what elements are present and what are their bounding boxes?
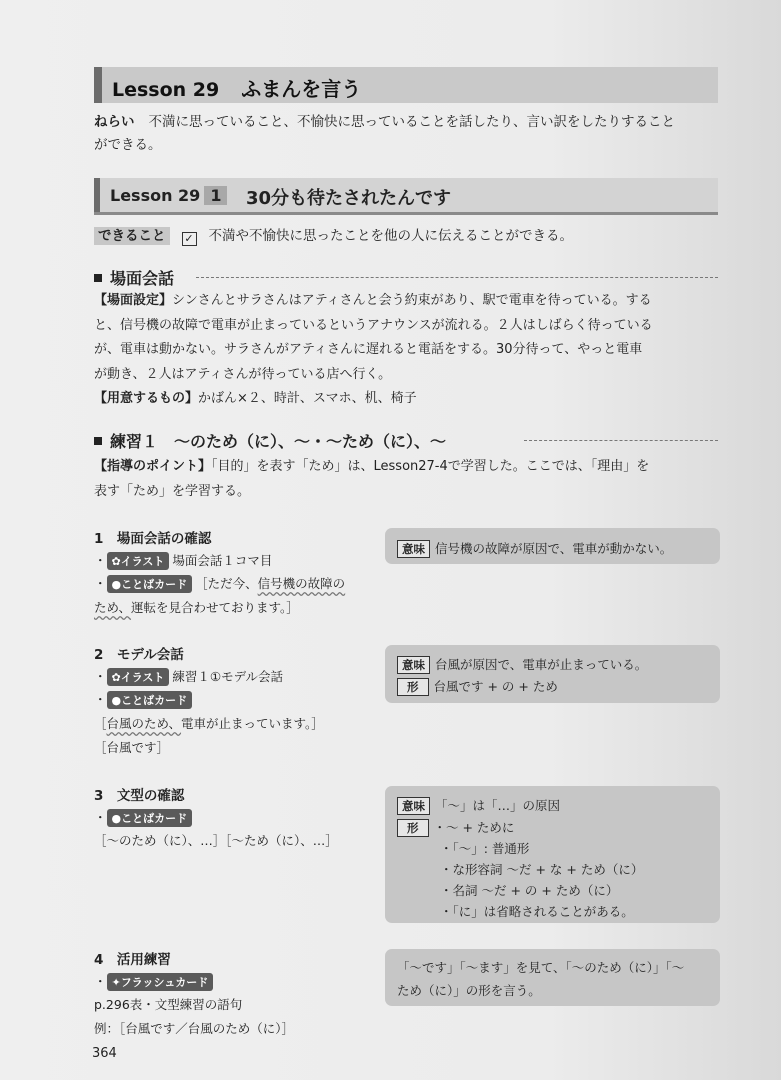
word-card-tag <box>107 575 193 593</box>
item-1-card-line <box>94 574 345 593</box>
point-line-2: 表す「ため」を学習する。 <box>94 483 251 499</box>
form-key: 形 <box>397 678 429 696</box>
scene-setting <box>94 289 720 412</box>
illustration-tag <box>107 668 170 686</box>
illust-text: 場面会話１コマ目 <box>172 553 273 568</box>
setting-line: が動き、２人はアティさんが待っている店へ行く。 <box>94 366 392 382</box>
section-title-scene: 場面会話 <box>110 269 175 288</box>
lesson-number: Lesson 29 <box>112 79 220 101</box>
sub-lesson-bar <box>94 178 718 215</box>
meaning-key: 意味 <box>397 656 430 674</box>
illust-tag-label: イラスト <box>120 555 165 568</box>
item-1-card-cont <box>94 598 299 616</box>
sub-accent <box>94 178 100 212</box>
illust-text: 練習１①モデル会話 <box>172 669 283 684</box>
item-3-heading: 3 文型の確認 <box>94 788 185 804</box>
aim-text-1: 不満に思っていること、不愉快に思っていることを話したり、言い訳をしたりすること <box>148 114 675 130</box>
bullet-dot: ・ <box>94 576 107 591</box>
example-text: ［ <box>94 716 107 731</box>
form-line: ・な形容詞 ～だ + な + ため（に） <box>440 862 644 877</box>
card-tag-label: ことばカード <box>121 694 188 707</box>
can-do-row <box>94 224 720 244</box>
sub-lesson-text: Lesson 29 <box>110 186 201 205</box>
lesson-name: ふまんを言う <box>241 77 362 101</box>
sub-lesson-label <box>110 186 227 205</box>
meaning-key: 意味 <box>397 540 430 558</box>
example-text: 電車が止まっています。］ <box>181 716 324 731</box>
form-line: ・「～」: 普通形 <box>440 841 530 856</box>
item-1-illust-line <box>94 551 272 570</box>
instruction-line-1: 「～です」「～ます」を見て、「～のため（に）」「～ <box>397 960 685 975</box>
checkbox-icon: ✓ <box>182 232 197 246</box>
aim-block <box>94 111 720 157</box>
dashed-rule <box>524 440 718 441</box>
form-key: 形 <box>397 819 429 837</box>
page-number: 364 <box>92 1046 117 1061</box>
card-text-emph: 信号機の故障の <box>257 576 346 591</box>
form-text: 台風です + の + ため <box>433 679 558 694</box>
card-text: ［ただ今、 <box>195 576 258 591</box>
point-line-1: 「目的」を表す「ため」は、Lesson27-4で学習した。ここでは、「理由」を <box>211 459 650 474</box>
card-text-emph: ため、 <box>94 600 132 615</box>
item-4-heading: 4 活用練習 <box>94 952 171 968</box>
sub-lesson-title: 30分も待たされたんです <box>246 188 452 209</box>
meaning-key: 意味 <box>397 797 430 815</box>
item-4-example: 例：［台風です／台風のため（に）］ <box>94 1021 295 1036</box>
meaning-text: 台風が原因で、電車が止まっている。 <box>435 657 648 672</box>
title-accent <box>94 67 102 103</box>
form-line: ・～ + ために <box>433 820 515 835</box>
square-bullet-icon <box>94 437 102 445</box>
flash-card-tag <box>107 973 214 991</box>
illust-tag-label: イラスト <box>120 671 165 684</box>
aim-label: ねらい <box>94 114 135 130</box>
flower-icon: ✿ <box>111 671 121 684</box>
item-4-flash-line <box>94 972 216 991</box>
item-1-heading: 1 場面会話の確認 <box>94 531 212 547</box>
prep-label: 【用意するもの】 <box>94 391 199 406</box>
speech-bubble-icon: ● <box>111 812 122 825</box>
point-label: 【指導のポイント】 <box>94 459 212 474</box>
meaning-box-2 <box>385 645 720 703</box>
lesson-title <box>112 73 361 102</box>
item-2-card-line <box>94 690 195 709</box>
section-title-practice: 練習１ ～のため（に）、～・～ため（に）、～ <box>110 432 447 451</box>
item-4-source: p.296表・文型練習の語句 <box>94 997 243 1012</box>
dashed-rule <box>196 277 718 278</box>
item-2-illust-line <box>94 667 283 686</box>
meaning-box-3 <box>385 786 720 923</box>
meaning-text: 「～」は「…」の原因 <box>435 798 561 813</box>
prep-text: かばん×２、時計、スマホ、机、椅子 <box>198 391 417 406</box>
item-2-heading: 2 モデル会話 <box>94 647 184 663</box>
meaning-box-1 <box>385 528 720 564</box>
teaching-point <box>94 455 720 504</box>
item-2-example-2: ［台風です］ <box>94 740 170 755</box>
setting-line: と、信号機の故障で電車が止まっているというアナウンスが流れる。２人はしばらく待っている <box>94 317 653 333</box>
form-line: ・「に」は省略されることがある。 <box>440 904 634 919</box>
setting-line: シンさんとサラさんはアティさんと会う約束があり、駅で電車を待っている。する <box>172 293 652 308</box>
sparkle-icon: ✦ <box>111 976 121 989</box>
square-bullet-icon <box>94 274 102 282</box>
item-3-card-line <box>94 808 195 827</box>
speech-bubble-icon: ● <box>111 694 122 707</box>
can-do-label: できること <box>94 227 170 245</box>
word-card-tag <box>107 809 193 827</box>
instruction-box-4 <box>385 949 720 1006</box>
bullet-dot: ・ <box>94 692 107 707</box>
setting-line: が、電車は動かない。サラさんがアティさんに遅れると電話をする。30分待って、やっと電車 <box>94 342 643 357</box>
form-line: ・名詞 ～だ + の + ため（に） <box>440 883 619 898</box>
lesson-title-bar <box>94 67 718 103</box>
card-text: 運転を見合わせております。］ <box>131 600 299 615</box>
bullet-dot: ・ <box>94 553 107 568</box>
bullet-dot: ・ <box>94 974 107 989</box>
speech-bubble-icon: ● <box>111 578 122 591</box>
item-3-example: ［～のため（に）、…］［～ため（に）、…］ <box>94 833 338 848</box>
bullet-dot: ・ <box>94 669 107 684</box>
can-do-text: 不満や不愉快に思ったことを他の人に伝えることができる。 <box>208 228 573 244</box>
sub-lesson-number: 1 <box>204 186 227 205</box>
flash-tag-label: フラッシュカード <box>120 976 209 989</box>
illustration-tag <box>107 552 170 570</box>
item-2-example <box>94 714 324 732</box>
card-tag-label: ことばカード <box>121 812 188 825</box>
word-card-tag <box>107 691 193 709</box>
example-emph: 台風のため、 <box>106 716 182 731</box>
meaning-text: 信号機の故障が原因で、電車が動かない。 <box>435 541 673 556</box>
aim-text-2: ができる。 <box>94 137 162 153</box>
flower-icon: ✿ <box>111 555 121 568</box>
card-tag-label: ことばカード <box>121 578 188 591</box>
setting-label: 【場面設定】 <box>94 293 173 308</box>
instruction-line-2: ため（に）」の形を言う。 <box>397 983 541 998</box>
bullet-dot: ・ <box>94 810 107 825</box>
